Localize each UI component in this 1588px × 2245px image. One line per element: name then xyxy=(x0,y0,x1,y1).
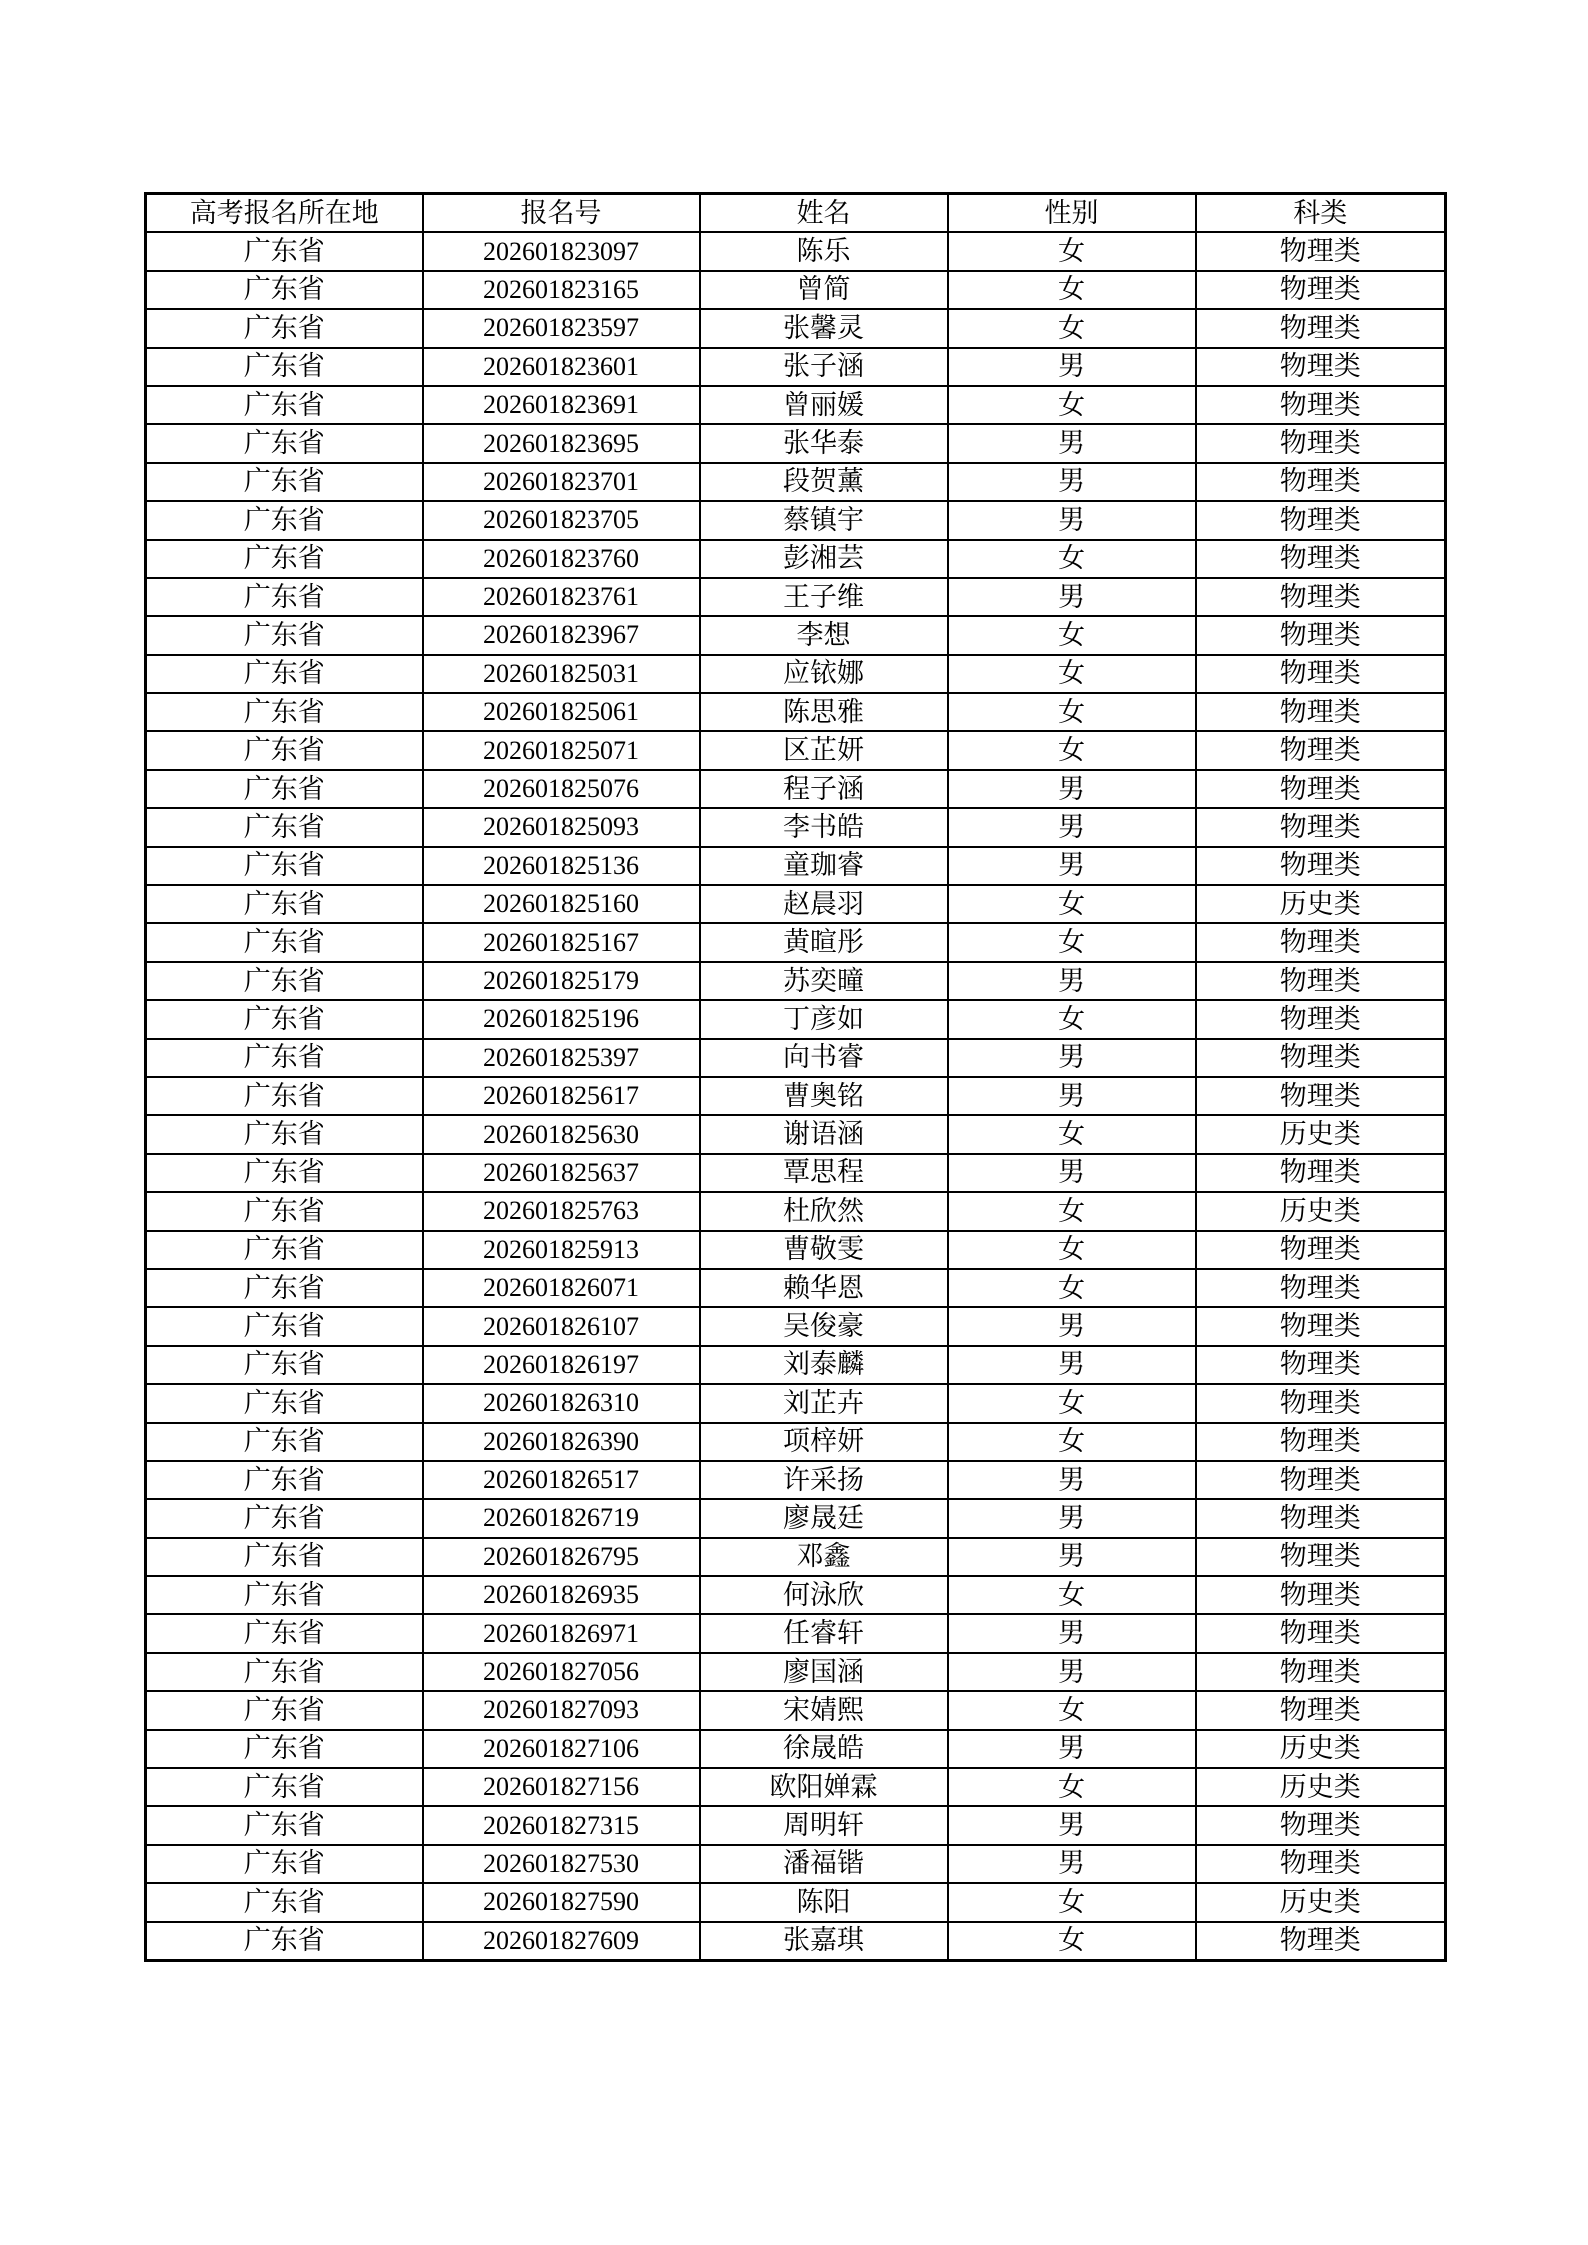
cell-gender: 女 xyxy=(948,1115,1196,1153)
header-cell-subject-category: 科类 xyxy=(1196,194,1446,233)
cell-region: 广东省 xyxy=(146,309,423,347)
cell-registration-number: 202601823967 xyxy=(423,616,700,654)
cell-subject-category: 物理类 xyxy=(1196,501,1446,539)
cell-registration-number: 202601827093 xyxy=(423,1691,700,1729)
cell-subject-category: 物理类 xyxy=(1196,655,1446,693)
cell-name: 曾简 xyxy=(700,271,948,309)
table-row xyxy=(146,501,1446,539)
cell-registration-number: 202601826719 xyxy=(423,1499,700,1537)
cell-subject-category: 历史类 xyxy=(1196,1883,1446,1921)
cell-registration-number: 202601826390 xyxy=(423,1423,700,1461)
cell-name: 程子涵 xyxy=(700,770,948,808)
cell-subject-category: 物理类 xyxy=(1196,1691,1446,1729)
cell-subject-category: 物理类 xyxy=(1196,424,1446,462)
cell-subject-category: 物理类 xyxy=(1196,1576,1446,1614)
cell-name: 曾丽媛 xyxy=(700,386,948,424)
cell-registration-number: 202601823691 xyxy=(423,386,700,424)
cell-region: 广东省 xyxy=(146,1346,423,1384)
cell-region: 广东省 xyxy=(146,923,423,961)
cell-name: 陈乐 xyxy=(700,232,948,270)
cell-region: 广东省 xyxy=(146,463,423,501)
cell-gender: 女 xyxy=(948,1192,1196,1230)
cell-name: 曹奥铭 xyxy=(700,1077,948,1115)
cell-registration-number: 202601825136 xyxy=(423,847,700,885)
table-row xyxy=(146,731,1446,769)
table-row xyxy=(146,1192,1446,1230)
cell-gender: 男 xyxy=(948,1077,1196,1115)
cell-region: 广东省 xyxy=(146,271,423,309)
cell-region: 广东省 xyxy=(146,1576,423,1614)
cell-gender: 男 xyxy=(948,424,1196,462)
cell-subject-category: 物理类 xyxy=(1196,578,1446,616)
cell-name: 段贺薰 xyxy=(700,463,948,501)
cell-name: 彭湘芸 xyxy=(700,540,948,578)
cell-registration-number: 202601827609 xyxy=(423,1922,700,1961)
cell-subject-category: 物理类 xyxy=(1196,1000,1446,1038)
cell-region: 广东省 xyxy=(146,1154,423,1192)
cell-name: 李书皓 xyxy=(700,808,948,846)
cell-registration-number: 202601823701 xyxy=(423,463,700,501)
cell-gender: 男 xyxy=(948,1845,1196,1883)
cell-registration-number: 202601823705 xyxy=(423,501,700,539)
cell-region: 广东省 xyxy=(146,1192,423,1230)
cell-gender: 男 xyxy=(948,1806,1196,1844)
cell-subject-category: 物理类 xyxy=(1196,1154,1446,1192)
header-cell-name: 姓名 xyxy=(700,194,948,233)
cell-registration-number: 202601823601 xyxy=(423,348,700,386)
cell-gender: 男 xyxy=(948,1538,1196,1576)
cell-region: 广东省 xyxy=(146,655,423,693)
table-row xyxy=(146,386,1446,424)
table-row xyxy=(146,1845,1446,1883)
cell-gender: 男 xyxy=(948,1039,1196,1077)
cell-registration-number: 202601825071 xyxy=(423,731,700,769)
table-row xyxy=(146,1691,1446,1729)
roster-table xyxy=(144,192,1447,1962)
table-row xyxy=(146,271,1446,309)
cell-subject-category: 物理类 xyxy=(1196,731,1446,769)
cell-name: 欧阳婵霖 xyxy=(700,1768,948,1806)
cell-name: 廖国涵 xyxy=(700,1653,948,1691)
table-row xyxy=(146,1154,1446,1192)
cell-registration-number: 202601827530 xyxy=(423,1845,700,1883)
table-row xyxy=(146,1307,1446,1345)
table-row xyxy=(146,1614,1446,1652)
cell-gender: 男 xyxy=(948,1307,1196,1345)
cell-gender: 女 xyxy=(948,1384,1196,1422)
table-row xyxy=(146,1576,1446,1614)
cell-name: 任睿轩 xyxy=(700,1614,948,1652)
cell-registration-number: 202601823597 xyxy=(423,309,700,347)
cell-subject-category: 历史类 xyxy=(1196,1768,1446,1806)
cell-registration-number: 202601827590 xyxy=(423,1883,700,1921)
table-row xyxy=(146,1461,1446,1499)
cell-registration-number: 202601825167 xyxy=(423,923,700,961)
cell-registration-number: 202601825076 xyxy=(423,770,700,808)
cell-region: 广东省 xyxy=(146,616,423,654)
cell-gender: 女 xyxy=(948,1423,1196,1461)
cell-subject-category: 物理类 xyxy=(1196,232,1446,270)
cell-subject-category: 物理类 xyxy=(1196,1806,1446,1844)
cell-registration-number: 202601825763 xyxy=(423,1192,700,1230)
cell-registration-number: 202601827156 xyxy=(423,1768,700,1806)
cell-gender: 男 xyxy=(948,348,1196,386)
table-row xyxy=(146,1653,1446,1691)
cell-region: 广东省 xyxy=(146,578,423,616)
cell-subject-category: 物理类 xyxy=(1196,770,1446,808)
cell-registration-number: 202601825160 xyxy=(423,885,700,923)
cell-subject-category: 物理类 xyxy=(1196,271,1446,309)
cell-gender: 女 xyxy=(948,693,1196,731)
cell-name: 丁彦如 xyxy=(700,1000,948,1038)
header-row xyxy=(146,194,1446,233)
cell-registration-number: 202601825630 xyxy=(423,1115,700,1153)
cell-gender: 男 xyxy=(948,578,1196,616)
table-row xyxy=(146,424,1446,462)
cell-gender: 女 xyxy=(948,1231,1196,1269)
cell-registration-number: 202601825196 xyxy=(423,1000,700,1038)
cell-registration-number: 202601827106 xyxy=(423,1730,700,1768)
cell-subject-category: 物理类 xyxy=(1196,1077,1446,1115)
header-cell-gender: 性别 xyxy=(948,194,1196,233)
cell-region: 广东省 xyxy=(146,1231,423,1269)
table-row xyxy=(146,1423,1446,1461)
cell-gender: 男 xyxy=(948,962,1196,1000)
cell-name: 张嘉琪 xyxy=(700,1922,948,1961)
cell-registration-number: 202601825637 xyxy=(423,1154,700,1192)
cell-gender: 女 xyxy=(948,655,1196,693)
header-cell-region: 高考报名所在地 xyxy=(146,194,423,233)
cell-gender: 男 xyxy=(948,808,1196,846)
cell-gender: 女 xyxy=(948,386,1196,424)
table-row xyxy=(146,540,1446,578)
cell-subject-category: 物理类 xyxy=(1196,1231,1446,1269)
cell-registration-number: 202601823760 xyxy=(423,540,700,578)
cell-subject-category: 物理类 xyxy=(1196,540,1446,578)
cell-subject-category: 物理类 xyxy=(1196,1461,1446,1499)
cell-registration-number: 202601823695 xyxy=(423,424,700,462)
cell-region: 广东省 xyxy=(146,1307,423,1345)
cell-subject-category: 物理类 xyxy=(1196,693,1446,731)
cell-name: 蔡镇宇 xyxy=(700,501,948,539)
cell-subject-category: 物理类 xyxy=(1196,1614,1446,1652)
cell-name: 覃思程 xyxy=(700,1154,948,1192)
cell-name: 赖华恩 xyxy=(700,1269,948,1307)
cell-name: 赵晨羽 xyxy=(700,885,948,923)
cell-gender: 女 xyxy=(948,616,1196,654)
cell-name: 张华泰 xyxy=(700,424,948,462)
cell-name: 谢语涵 xyxy=(700,1115,948,1153)
cell-subject-category: 物理类 xyxy=(1196,1423,1446,1461)
table-row xyxy=(146,1768,1446,1806)
cell-subject-category: 物理类 xyxy=(1196,1538,1446,1576)
cell-gender: 男 xyxy=(948,1346,1196,1384)
cell-gender: 女 xyxy=(948,1000,1196,1038)
cell-region: 广东省 xyxy=(146,424,423,462)
table-row xyxy=(146,578,1446,616)
cell-subject-category: 物理类 xyxy=(1196,1653,1446,1691)
cell-subject-category: 物理类 xyxy=(1196,1346,1446,1384)
cell-gender: 女 xyxy=(948,540,1196,578)
cell-subject-category: 物理类 xyxy=(1196,808,1446,846)
cell-name: 苏奕曈 xyxy=(700,962,948,1000)
cell-subject-category: 物理类 xyxy=(1196,616,1446,654)
cell-gender: 女 xyxy=(948,309,1196,347)
cell-region: 广东省 xyxy=(146,1499,423,1537)
cell-gender: 男 xyxy=(948,1730,1196,1768)
cell-name: 徐晟皓 xyxy=(700,1730,948,1768)
cell-subject-category: 物理类 xyxy=(1196,1922,1446,1961)
table-row xyxy=(146,770,1446,808)
cell-registration-number: 202601823097 xyxy=(423,232,700,270)
cell-region: 广东省 xyxy=(146,693,423,731)
cell-subject-category: 物理类 xyxy=(1196,463,1446,501)
cell-region: 广东省 xyxy=(146,1691,423,1729)
table-row xyxy=(146,1346,1446,1384)
cell-name: 邓鑫 xyxy=(700,1538,948,1576)
cell-name: 刘泰麟 xyxy=(700,1346,948,1384)
cell-region: 广东省 xyxy=(146,847,423,885)
cell-gender: 女 xyxy=(948,232,1196,270)
cell-region: 广东省 xyxy=(146,1384,423,1422)
table-row xyxy=(146,1269,1446,1307)
cell-gender: 男 xyxy=(948,770,1196,808)
table-row xyxy=(146,1384,1446,1422)
table-row xyxy=(146,1499,1446,1537)
cell-gender: 男 xyxy=(948,1653,1196,1691)
cell-name: 潘福锴 xyxy=(700,1845,948,1883)
cell-gender: 女 xyxy=(948,1576,1196,1614)
cell-subject-category: 物理类 xyxy=(1196,923,1446,961)
cell-registration-number: 202601825061 xyxy=(423,693,700,731)
table-row xyxy=(146,1806,1446,1844)
cell-region: 广东省 xyxy=(146,1614,423,1652)
table-row xyxy=(146,1039,1446,1077)
cell-region: 广东省 xyxy=(146,1538,423,1576)
cell-name: 应铱娜 xyxy=(700,655,948,693)
table-row xyxy=(146,463,1446,501)
cell-subject-category: 物理类 xyxy=(1196,348,1446,386)
cell-registration-number: 202601826935 xyxy=(423,1576,700,1614)
cell-region: 广东省 xyxy=(146,1768,423,1806)
cell-registration-number: 202601825093 xyxy=(423,808,700,846)
cell-registration-number: 202601825397 xyxy=(423,1039,700,1077)
cell-registration-number: 202601827056 xyxy=(423,1653,700,1691)
cell-registration-number: 202601826795 xyxy=(423,1538,700,1576)
cell-gender: 男 xyxy=(948,1461,1196,1499)
table-row xyxy=(146,655,1446,693)
cell-gender: 女 xyxy=(948,1883,1196,1921)
cell-gender: 男 xyxy=(948,1499,1196,1537)
cell-name: 黄暄彤 xyxy=(700,923,948,961)
table-row xyxy=(146,1730,1446,1768)
cell-gender: 女 xyxy=(948,885,1196,923)
cell-name: 吴俊豪 xyxy=(700,1307,948,1345)
cell-region: 广东省 xyxy=(146,232,423,270)
cell-gender: 女 xyxy=(948,1768,1196,1806)
cell-name: 刘芷卉 xyxy=(700,1384,948,1422)
cell-subject-category: 物理类 xyxy=(1196,962,1446,1000)
cell-region: 广东省 xyxy=(146,962,423,1000)
table-row xyxy=(146,309,1446,347)
cell-registration-number: 202601823165 xyxy=(423,271,700,309)
cell-name: 何泳欣 xyxy=(700,1576,948,1614)
cell-name: 张馨灵 xyxy=(700,309,948,347)
cell-subject-category: 历史类 xyxy=(1196,1192,1446,1230)
cell-name: 周明轩 xyxy=(700,1806,948,1844)
cell-region: 广东省 xyxy=(146,1922,423,1961)
cell-subject-category: 物理类 xyxy=(1196,1269,1446,1307)
table-row xyxy=(146,693,1446,731)
table-row xyxy=(146,1077,1446,1115)
cell-region: 广东省 xyxy=(146,885,423,923)
table-row xyxy=(146,1231,1446,1269)
cell-registration-number: 202601825913 xyxy=(423,1231,700,1269)
cell-name: 区芷妍 xyxy=(700,731,948,769)
cell-region: 广东省 xyxy=(146,1000,423,1038)
cell-registration-number: 202601823761 xyxy=(423,578,700,616)
cell-name: 向书睿 xyxy=(700,1039,948,1077)
cell-name: 廖晟廷 xyxy=(700,1499,948,1537)
table-row xyxy=(146,1883,1446,1921)
cell-gender: 男 xyxy=(948,1614,1196,1652)
cell-name: 许采扬 xyxy=(700,1461,948,1499)
cell-region: 广东省 xyxy=(146,731,423,769)
cell-subject-category: 物理类 xyxy=(1196,1499,1446,1537)
cell-region: 广东省 xyxy=(146,1653,423,1691)
cell-subject-category: 物理类 xyxy=(1196,1845,1446,1883)
cell-registration-number: 202601826310 xyxy=(423,1384,700,1422)
cell-region: 广东省 xyxy=(146,1883,423,1921)
cell-registration-number: 202601826107 xyxy=(423,1307,700,1345)
cell-gender: 男 xyxy=(948,501,1196,539)
cell-name: 童珈睿 xyxy=(700,847,948,885)
cell-region: 广东省 xyxy=(146,501,423,539)
cell-subject-category: 物理类 xyxy=(1196,1307,1446,1345)
table-row xyxy=(146,616,1446,654)
cell-name: 杜欣然 xyxy=(700,1192,948,1230)
table-row xyxy=(146,348,1446,386)
cell-name: 曹敬雯 xyxy=(700,1231,948,1269)
cell-registration-number: 202601825617 xyxy=(423,1077,700,1115)
table-row xyxy=(146,962,1446,1000)
table-row xyxy=(146,847,1446,885)
cell-name: 陈思雅 xyxy=(700,693,948,731)
table-row xyxy=(146,1000,1446,1038)
cell-gender: 女 xyxy=(948,1691,1196,1729)
table-row xyxy=(146,1115,1446,1153)
cell-name: 张子涵 xyxy=(700,348,948,386)
cell-region: 广东省 xyxy=(146,348,423,386)
cell-gender: 女 xyxy=(948,271,1196,309)
cell-region: 广东省 xyxy=(146,808,423,846)
table-row xyxy=(146,1922,1446,1961)
cell-subject-category: 物理类 xyxy=(1196,1039,1446,1077)
cell-registration-number: 202601826971 xyxy=(423,1614,700,1652)
cell-gender: 女 xyxy=(948,923,1196,961)
cell-subject-category: 物理类 xyxy=(1196,309,1446,347)
table-row xyxy=(146,885,1446,923)
cell-registration-number: 202601827315 xyxy=(423,1806,700,1844)
cell-name: 宋婧熙 xyxy=(700,1691,948,1729)
cell-registration-number: 202601826197 xyxy=(423,1346,700,1384)
cell-region: 广东省 xyxy=(146,1806,423,1844)
cell-subject-category: 历史类 xyxy=(1196,1115,1446,1153)
cell-name: 项梓妍 xyxy=(700,1423,948,1461)
cell-gender: 女 xyxy=(948,1269,1196,1307)
table-row xyxy=(146,232,1446,270)
cell-region: 广东省 xyxy=(146,1077,423,1115)
cell-region: 广东省 xyxy=(146,1115,423,1153)
cell-region: 广东省 xyxy=(146,1269,423,1307)
cell-gender: 男 xyxy=(948,463,1196,501)
cell-gender: 女 xyxy=(948,1922,1196,1961)
header-cell-registration-number: 报名号 xyxy=(423,194,700,233)
cell-region: 广东省 xyxy=(146,770,423,808)
cell-subject-category: 物理类 xyxy=(1196,847,1446,885)
cell-region: 广东省 xyxy=(146,1039,423,1077)
cell-subject-category: 历史类 xyxy=(1196,885,1446,923)
cell-region: 广东省 xyxy=(146,1845,423,1883)
cell-gender: 男 xyxy=(948,1154,1196,1192)
cell-registration-number: 202601826071 xyxy=(423,1269,700,1307)
cell-region: 广东省 xyxy=(146,540,423,578)
cell-registration-number: 202601825031 xyxy=(423,655,700,693)
cell-registration-number: 202601826517 xyxy=(423,1461,700,1499)
table-row xyxy=(146,923,1446,961)
cell-name: 陈阳 xyxy=(700,1883,948,1921)
cell-subject-category: 历史类 xyxy=(1196,1730,1446,1768)
table-row xyxy=(146,1538,1446,1576)
cell-name: 王子维 xyxy=(700,578,948,616)
cell-gender: 女 xyxy=(948,731,1196,769)
cell-region: 广东省 xyxy=(146,1730,423,1768)
cell-region: 广东省 xyxy=(146,386,423,424)
cell-region: 广东省 xyxy=(146,1423,423,1461)
cell-name: 李想 xyxy=(700,616,948,654)
cell-gender: 男 xyxy=(948,847,1196,885)
cell-subject-category: 物理类 xyxy=(1196,1384,1446,1422)
cell-subject-category: 物理类 xyxy=(1196,386,1446,424)
cell-registration-number: 202601825179 xyxy=(423,962,700,1000)
table-row xyxy=(146,808,1446,846)
cell-region: 广东省 xyxy=(146,1461,423,1499)
